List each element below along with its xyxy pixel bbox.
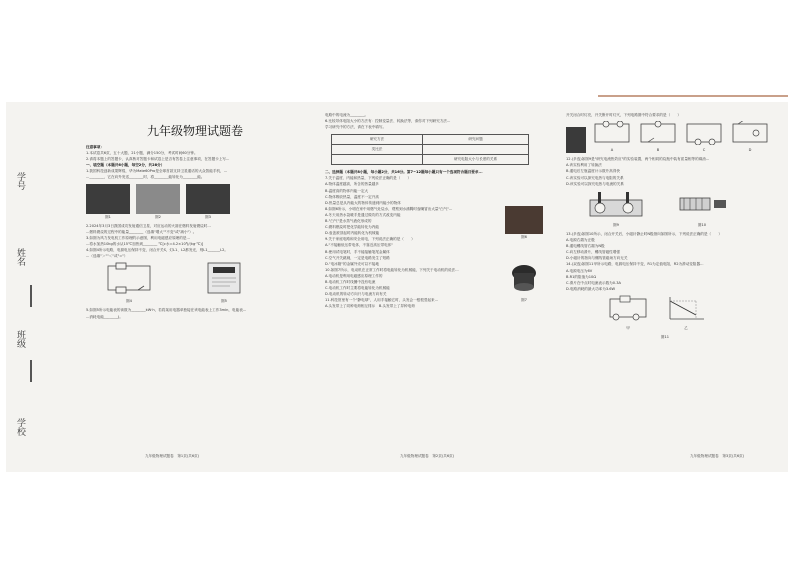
figure-caption: 图7	[521, 297, 527, 302]
figure-row	[86, 184, 304, 220]
question-text: ...________，它在向外发送________时，将________能转化为________能。	[86, 175, 205, 180]
option-text: C.滑片在中点时电流表示数为0.3A	[566, 280, 621, 285]
circuit-diagram	[730, 121, 770, 145]
method-table	[331, 134, 529, 165]
option-text: B.通电螺线管右端为N极	[566, 244, 605, 249]
sheet-edge-mark	[598, 95, 788, 97]
circuit-diagram	[104, 262, 154, 296]
option-text: C.电动机工作时主要将电能转化为机械能	[325, 286, 390, 291]
switch-photo	[566, 127, 586, 153]
side-label-class: 班级	[15, 330, 25, 348]
photo-figure	[136, 184, 180, 214]
circuit-diagram	[684, 121, 724, 145]
question-text: 7.关于温度、内能和热量，下列说法正确的是（ ）	[325, 176, 412, 181]
figure-row	[588, 190, 784, 228]
side-label-name: 姓名	[15, 248, 25, 266]
option-text: B."白气"是水蒸气液化形成的	[325, 219, 372, 224]
table-row	[332, 144, 528, 154]
option-text: C.燃料燃烧时把化学能转化为内能	[325, 225, 379, 230]
question-text: 2.2024年3月3日我国成功发射通信卫星，对应运动的火箭在燃料发射燃烧时...	[86, 223, 211, 228]
circuit-diagram	[606, 295, 650, 323]
question-text: ...将水加热10kg的水从15℃加热到________ ℃[c水=4.2×10³J/(kg·℃)]	[86, 241, 204, 246]
option-text: A.该实验利用了转换法	[566, 163, 602, 168]
option-text: D.电动机的转动方向只与电流方向有关	[325, 292, 387, 297]
figure-caption: 图4	[126, 299, 132, 304]
option-text: A.电源电压为6V	[566, 268, 593, 273]
table-cell	[423, 145, 528, 154]
option-text: A.头发带上了同种电荷相互排斥 B.头发带上了异种电荷	[325, 304, 415, 309]
figure-caption: 图1	[105, 214, 111, 219]
question-text: ...（选填"＞""＜"或"="）	[86, 254, 128, 259]
option-text: B.通电后左瓶温度计示数升高得快	[566, 169, 620, 174]
photo-figure	[86, 184, 130, 214]
page-footer: 九年级物理试题卷 第3页(共6页)	[690, 454, 745, 458]
option-text: C.该实验可以探究电热与电阻的关系	[566, 175, 624, 180]
question-text: 4.如图4所示电路，电源电压保持不变，闭合开关S，灯L1、L2都发光，则L1_______L2。	[86, 248, 228, 253]
question-text: 电路中的电流为________。	[325, 113, 369, 117]
option-text: C.物体吸收热量，温度不一定升高	[325, 194, 379, 199]
figure-sub-label: 乙	[684, 325, 688, 330]
question-block	[325, 206, 547, 239]
option-text: B.R1的阻值为10Ω	[566, 274, 597, 279]
notice-line: 2.请将本题上的答题卡，认真核对答题卡和试卷上是否有答卷上注意事项，在答题卡上写...	[86, 157, 230, 162]
option-text: C.空气开关跳闸，一定是电路发生了短路	[325, 255, 390, 260]
notice-heading: 注意事项：	[86, 145, 104, 149]
question-text: 10.如图7所示，电动机在正常工作时将电能转化为机械能，下列关于电动机的说法...	[325, 267, 459, 272]
table-row	[332, 135, 528, 144]
circuit-options-row	[566, 121, 784, 153]
option-text: B.使用试电笔时，手不能接触笔尾金属体	[325, 249, 390, 254]
table-cell: 研究问题	[468, 137, 483, 142]
question-text: 9.关于家庭电路和安全用电，下列说法正确的是（ ）	[325, 237, 415, 242]
circuit-diagram	[638, 121, 678, 145]
figure-caption: 图2	[155, 214, 161, 219]
heating-experiment-figure	[588, 190, 644, 220]
page-footer: 九年级物理试题卷 第1页(共6页)	[145, 454, 200, 458]
question-text: 学习研究中的方法，请在下表中填写。	[325, 125, 387, 130]
table-cell: 研究方法	[332, 135, 423, 144]
question-text: ...消耗电能________J。	[86, 314, 123, 319]
question-text: 13.(多选)如图10所示，闭合开关后，小磁针静止时N极指向如图所示，下列说法正确的是（ ）	[566, 231, 722, 236]
figure-caption: 图9	[613, 222, 619, 227]
question-text: 5.如图5所示电能表的读数为________kW·h，若将某用电器单独接在该电能表上工作3min，电能表...	[86, 308, 247, 313]
option-text: B.电动机工作时线圈中没有电流	[325, 279, 376, 284]
question-text: 12.(多选)如图9是"研究电流热效应"的实验装置，两个相同的烧瓶中装有质量相等的煤油...	[566, 157, 710, 162]
circuit-diagram	[592, 121, 632, 145]
solenoid-figure	[674, 190, 730, 220]
option-text: A.电源右端为正极	[566, 238, 595, 243]
figure-caption: 图3	[205, 214, 211, 219]
side-label-student-id: 学号	[15, 172, 25, 190]
option-label: C	[702, 148, 706, 153]
option-text: D.该实验可以探究电热与电流的关系	[566, 181, 624, 186]
figure-caption: 图6	[521, 234, 527, 239]
option-text: D.小磁针的指向与螺线管磁场方向无关	[566, 256, 628, 261]
question-text: 3.如图为风力发电机工作原理的示意图，利用电磁感应原理的是...	[86, 235, 190, 240]
question-text: 14.(双选)如图11甲所示电路，电源电压保持不变，R1为定值电阻，R2为滑动变阻器...	[566, 262, 704, 267]
binding-line	[30, 360, 32, 382]
option-text: A.物体温度越高，所含的热量越多	[325, 182, 379, 187]
photo-figure	[505, 206, 543, 234]
figure-sub-label: 甲	[626, 325, 630, 330]
option-text: A."不接触低压带电体，不靠近高压带电体"	[325, 243, 393, 248]
binding-line	[30, 285, 32, 307]
option-label: D	[748, 148, 752, 153]
table-cell	[332, 155, 423, 164]
table-row	[332, 154, 528, 164]
question-text: 11.科技馆里有一个"静电球"，人用手接触它时，头发会一根根竖起来...	[325, 298, 439, 303]
electricity-meter-figure	[204, 262, 244, 296]
option-text: D.电路消耗的最大功率为3.6W	[566, 286, 616, 291]
exam-page-1	[86, 112, 304, 462]
motor-figure	[507, 261, 541, 295]
option-text: D.热量总是从内能大的物体传递到内能小的物体	[325, 200, 401, 205]
page-title: 九年级物理试题卷	[146, 124, 243, 138]
table-cell: 研究电阻大小与长度的关系	[453, 157, 498, 162]
section-heading: 二、选择题（本题共8小题，每小题2分，共16分。第7~12题每小题只有一个选项符合题目要求...	[325, 170, 483, 175]
notice-line: 1.本试卷共6页，五十大题，21小题，满分150分，考试时间60分钟。	[86, 151, 198, 156]
option-text: B.温度高的物体内能一定大	[325, 188, 369, 193]
exam-page-3	[566, 112, 784, 462]
side-label-school: 学校	[15, 418, 25, 436]
option-text: A.电动机是利用电磁感应原理工作的	[325, 273, 383, 278]
option-text: C.向左移动滑片，螺线管磁性增强	[566, 250, 620, 255]
figure-caption: 图11	[660, 335, 670, 340]
exam-page-2	[325, 112, 547, 462]
option-text: A.冬天用热水袋暖手是通过做功的方式改变内能	[325, 212, 401, 217]
page-footer: 九年级物理试题卷 第2页(共6页)	[400, 454, 455, 458]
figure-row	[104, 262, 304, 304]
photo-figure	[186, 184, 230, 214]
section-heading: 一、填空题（本题共6小题，每空2分，共28分）	[86, 163, 165, 168]
figure-caption: 图5	[221, 299, 227, 304]
option-label: B	[656, 148, 660, 153]
figure-caption: 图10	[697, 222, 707, 227]
question-text: 1.我国科技创新成果辉煌，华为Mate60Pro是全球首款支持卫星通话的大众智能手机，...	[86, 169, 228, 174]
question-text: 开关闭合时灯亮，开关断开时灯灭，下列电路图中符合要求的是（ ）	[566, 113, 681, 117]
question-text: 8.如图6所示，小明在家中用燃气灶烧水，观察到水沸腾时壶嘴冒出大量"白气"...	[325, 206, 453, 211]
figure-row	[606, 295, 784, 331]
graph-figure	[666, 295, 706, 323]
table-cell: 类比法	[332, 145, 423, 154]
option-text: D."电冰箱"的金属外壳可以不接地	[325, 261, 379, 266]
question-text: ...燃料燃烧的过程中的能量________（选填"增大""不变"或"减小"）。	[86, 229, 197, 234]
option-label: A	[610, 148, 614, 153]
question-text: 6.比较导体电阻大小的方法有：控制变量法、转换法等，请你对下列研究方法...	[325, 119, 451, 124]
option-text: D.壶盖被顶起时内能转化为机械能	[325, 231, 380, 236]
